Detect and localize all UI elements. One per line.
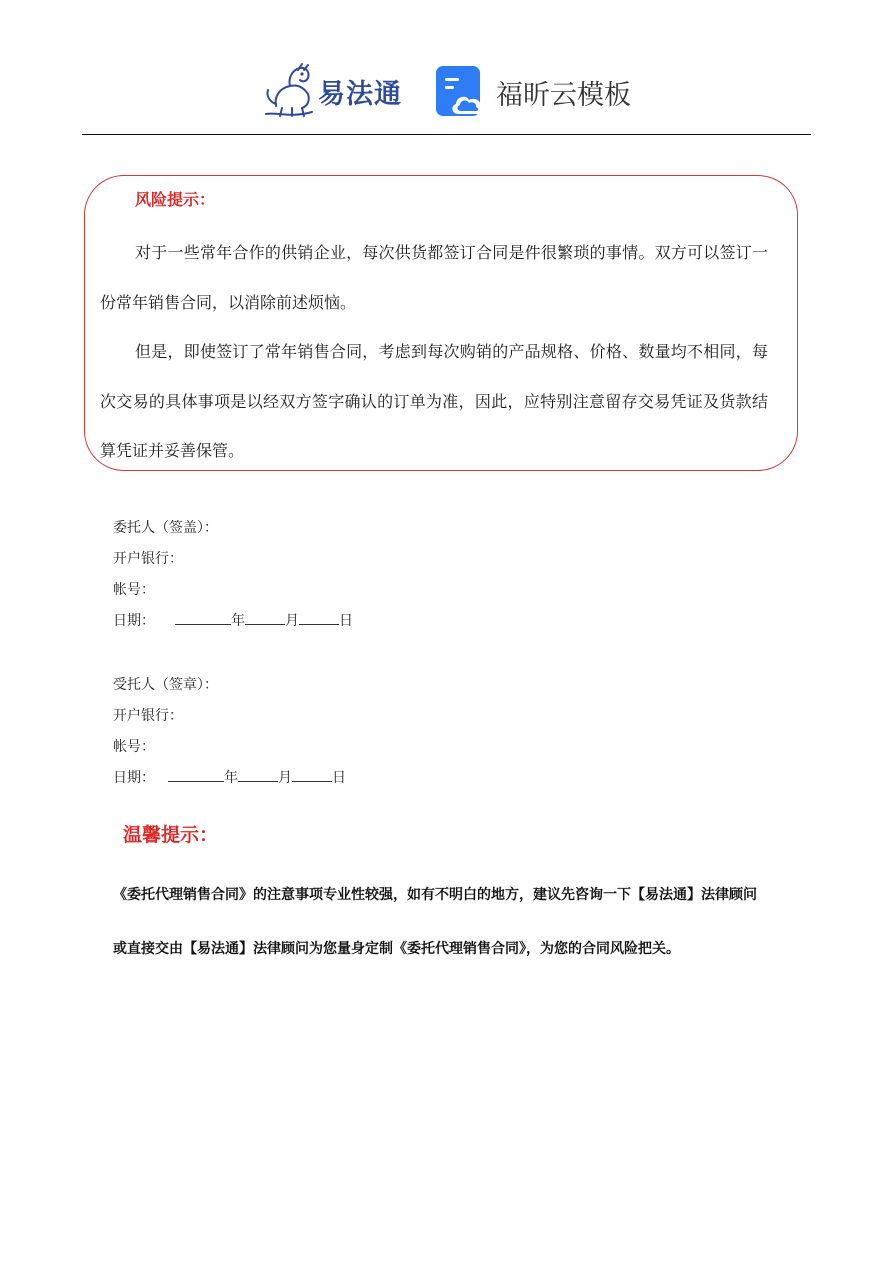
warm-tip-title: 温馨提示：	[123, 824, 219, 846]
month-blank	[238, 767, 278, 782]
foxit-brand-text: 福昕云模板	[496, 80, 631, 111]
month-label: 月	[278, 770, 292, 786]
day-blank	[292, 767, 332, 782]
day-blank	[299, 610, 339, 625]
warm-tip-line: 《委托代理销售合同》的注意事项专业性较强，如有不明白的地方，建议先咨询一下【易法通】法律顾问	[113, 887, 757, 903]
risk-notice-body	[100, 228, 768, 476]
month-blank	[245, 610, 285, 625]
date-label: 日期：	[113, 770, 155, 786]
header-divider	[82, 134, 811, 135]
year-label: 年	[231, 613, 245, 629]
agent-party-label: 受托人（签章）：	[113, 677, 218, 693]
page-header	[0, 0, 893, 136]
year-blank	[168, 767, 224, 782]
warm-tip-body	[113, 868, 819, 976]
year-label: 年	[224, 770, 238, 786]
cloud-app-icon	[436, 66, 488, 118]
principal-date-row	[113, 606, 353, 637]
month-label: 月	[285, 613, 299, 629]
principal-account-label: 帐号：	[113, 582, 155, 598]
day-label: 日	[332, 770, 346, 786]
agent-bank-label: 开户银行：	[113, 708, 183, 724]
risk-paragraph: 对于一些常年合作的供销企业，每次供货都签订合同是件很繁琐的事情。双方可以签订一份常年销售合同，以消除前述烦恼。	[100, 243, 768, 312]
risk-notice-title: 风险提示：	[135, 190, 216, 209]
principal-signature-block	[113, 513, 353, 637]
agent-signature-block	[113, 670, 346, 794]
day-label: 日	[339, 613, 353, 629]
agent-account-label: 帐号：	[113, 739, 155, 755]
yifatong-logo	[262, 60, 412, 120]
agent-date-row	[113, 763, 346, 794]
date-label: 日期：	[113, 613, 155, 629]
qilin-emblem-icon	[262, 60, 322, 120]
yifatong-brand-text: 易法通	[318, 79, 402, 110]
principal-party-label: 委托人（签盖）：	[113, 520, 218, 536]
risk-paragraph: 但是，即使签订了常年销售合同，考虑到每次购销的产品规格、价格、数量均不相同，每次交易的具体事项是以经双方签字确认的订单为准，因此，应特别注意留存交易凭证及货款结算凭证并妥善保管。	[100, 342, 768, 460]
warm-tip-line: 或直接交由【易法通】法律顾问为您量身定制《委托代理销售合同》，为您的合同风险把关。	[113, 941, 680, 957]
principal-bank-label: 开户银行：	[113, 551, 183, 567]
year-blank	[175, 610, 231, 625]
